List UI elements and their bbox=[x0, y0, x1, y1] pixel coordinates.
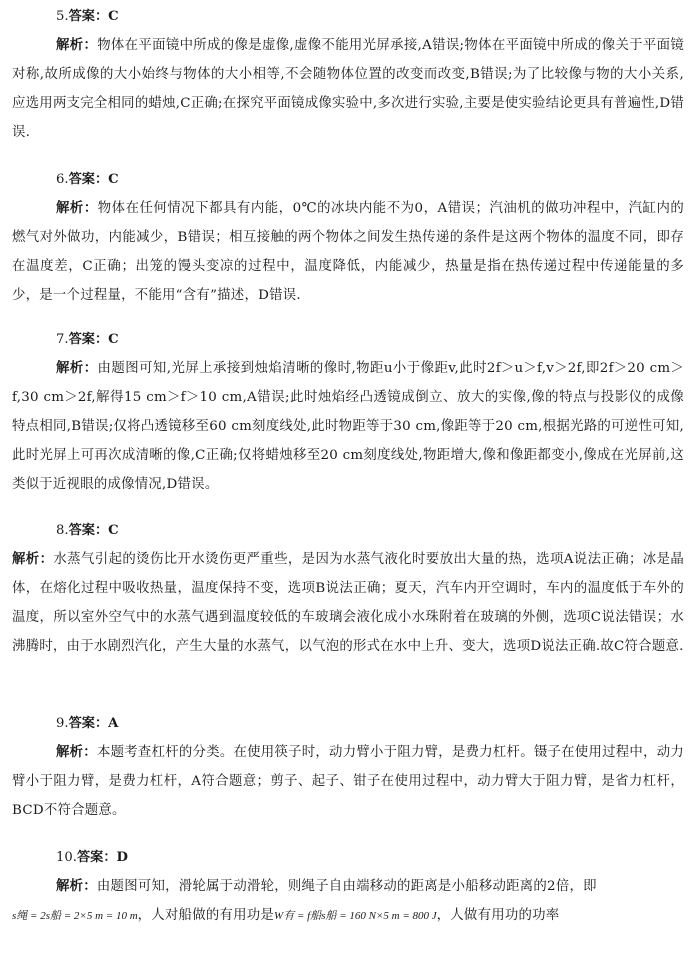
analysis-label: 解析： bbox=[56, 360, 98, 376]
question-number: 5. bbox=[56, 9, 69, 24]
answer-value: C bbox=[108, 9, 119, 24]
answer-heading bbox=[0, 709, 693, 738]
analysis-formula-line bbox=[0, 901, 693, 931]
question-number: 9. bbox=[56, 716, 69, 731]
answer-label: 答案： bbox=[68, 716, 109, 731]
analysis-paragraph bbox=[0, 354, 693, 499]
analysis-text: 本题考查杠杆的分类。在使用筷子时，动力臂小于阻力臂，是费力杠杆。镊子在使用过程中，动力臂小于阻力臂，是费力杠杆，A符合题意；剪子、起子、钳子在使用过程中，动力臂大于阻力臂，是省力杠杆，BCD不符合题意。 bbox=[12, 745, 685, 819]
answer-label: 答案： bbox=[68, 9, 109, 24]
analysis-label: 解析： bbox=[12, 551, 54, 567]
answer-value: C bbox=[108, 523, 119, 538]
analysis-label: 解析： bbox=[56, 200, 98, 216]
answer-value: C bbox=[108, 332, 119, 347]
rope-distance-formula: s绳 = 2s船 = 2×5 m = 10 m bbox=[12, 910, 138, 923]
answer-item-9 bbox=[0, 709, 693, 825]
analysis-label: 解析： bbox=[56, 37, 98, 53]
answer-label: 答案： bbox=[68, 332, 109, 347]
analysis-text: 由题图可知，滑轮属于动滑轮，则绳子自由端移动的距离是小船移动距离的2倍，即 bbox=[96, 879, 597, 894]
answer-label: 答案： bbox=[76, 850, 117, 865]
analysis-paragraph bbox=[0, 31, 693, 147]
analysis-text: 物体在平面镜中所成的像是虚像,虚像不能用光屏承接,A错误;物体在平面镜中所成的像关于平面镜对称,故所成像的大小始终与物体的大小相等,不会随物体位置的改变而改变,B错误;为了比较像与物的大小关系,应选用两支完全相同的蜡烛,C正确;在探究平面镜成像实验中,多次进行实验,主要是使实验结论更具有普遍性,D错误. bbox=[12, 38, 685, 141]
answer-heading bbox=[0, 2, 693, 31]
answer-heading bbox=[0, 843, 693, 872]
answer-item-8 bbox=[0, 516, 693, 661]
analysis-paragraph bbox=[0, 872, 693, 901]
answer-heading bbox=[0, 325, 693, 354]
analysis-text-continued: ，人做有用功的功率 bbox=[436, 908, 560, 924]
answer-heading bbox=[0, 165, 693, 194]
useful-work-formula: W有 = f船s船 = 160 N×5 m = 800 J bbox=[274, 910, 437, 923]
analysis-paragraph bbox=[0, 738, 693, 825]
analysis-label: 解析： bbox=[56, 878, 97, 894]
answer-item-10 bbox=[0, 843, 693, 931]
answer-value: A bbox=[108, 716, 119, 731]
answer-value: C bbox=[108, 172, 119, 187]
answer-value: D bbox=[116, 850, 128, 865]
analysis-label: 解析： bbox=[56, 744, 97, 760]
analysis-paragraph bbox=[0, 194, 693, 310]
question-number: 7. bbox=[56, 332, 69, 347]
question-number: 8. bbox=[56, 523, 69, 538]
analysis-paragraph bbox=[0, 545, 693, 661]
answer-label: 答案： bbox=[68, 172, 109, 187]
analysis-text: 物体在任何情况下都具有内能，0℃的冰块内能不为0，A错误；汽油机的做功冲程中，汽缸内的燃气对外做功，内能减少，B错误；相互接触的两个物体之间发生热传递的条件是这两个物体的温度不同，即存在温度差，C正确；出笼的馒头变凉的过程中，温度降低，内能减少，热量是指在热传递过程中传递能量的多少，是一个过程量，不能用“含有”描述，D错误. bbox=[12, 201, 684, 304]
analysis-text: 由题图可知,光屏上承接到烛焰清晰的像时,物距u小于像距v,此时2f＞u＞f,v＞2f,即2f＞20 cm＞f,30 cm＞2f,解得15 cm＞f＞10 cm,A错误;此时烛焰经凸透镜成倒立、放大的实像,像的特点与投影仪的成像特点相同,B错误;仅将凸透镜移至60 cm刻度线处,此时物距等于30 cm,像距等于20 cm,根据光路的可逆性可知,此时光屏上可再次成清晰的像,C正确;仅将蜡烛移至20 cm刻度线处,物距增大,像和像距都变小,像成在光屏前,这类似于近视眼的成像情况,D错误。 bbox=[12, 361, 685, 493]
question-number: 10. bbox=[56, 850, 77, 865]
analysis-text-continued: ，人对船做的有用功是 bbox=[137, 908, 275, 924]
analysis-text: 水蒸气引起的烫伤比开水烫伤更严重些，是因为水蒸气液化时要放出大量的热，选项A说法正确；冰是晶体，在熔化过程中吸收热量，温度保持不变，选项B说法正确；夏天，汽车内开空调时，车内的温度低于车外的温度，所以室外空气中的水蒸气遇到温度较低的车玻璃会液化成小水珠附着在玻璃的外侧，选项C说法错误；水沸腾时，由于水剧烈汽化，产生大量的水蒸气，以气泡的形式在水中上升、变大，选项D说法正确.故C符合题意. bbox=[12, 552, 685, 655]
question-number: 6. bbox=[56, 172, 69, 187]
answer-label: 答案： bbox=[68, 523, 109, 538]
answer-item-7 bbox=[0, 325, 693, 499]
answer-heading bbox=[0, 516, 693, 545]
answer-item-6 bbox=[0, 165, 693, 310]
answer-item-5 bbox=[0, 2, 693, 147]
